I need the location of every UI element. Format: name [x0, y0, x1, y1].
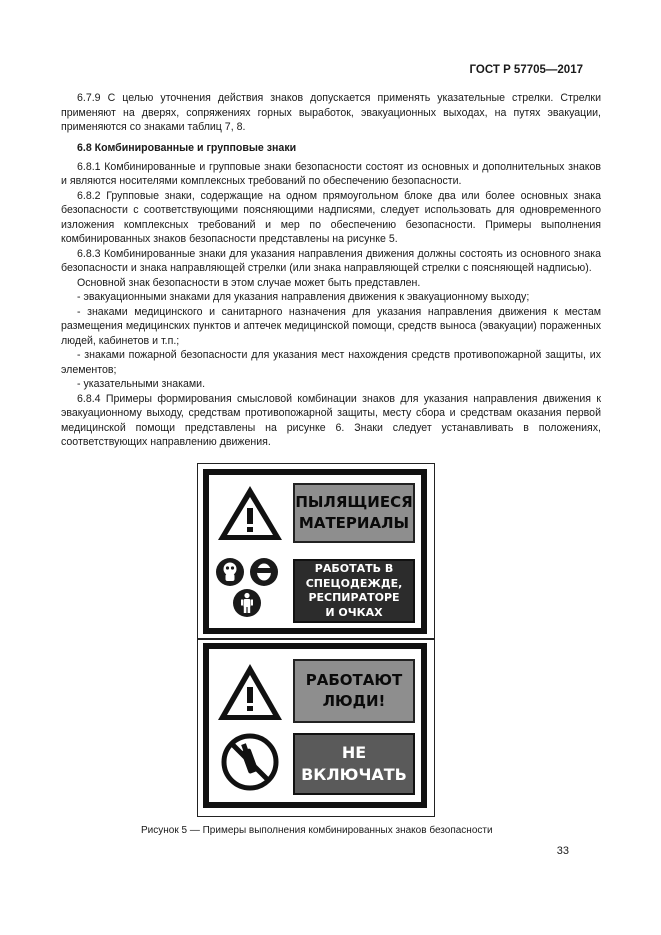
goggles-icon [249, 557, 279, 587]
paragraph-6-8-1: 6.8.1 Комбинированные и групповые знаки безопасности состоят из основных и дополнительных знаков и являются носителями комплексных требований по обеспечению безопасности. [61, 160, 601, 187]
paragraph-text: 6.7.9 С целью уточнения действия знаков допускается применять указательные стрелки. Стрелки применяют на дверях, сопряжениях горных выработок, эвакуационных выходах, на путях эвакуации, применяются со знаками таблиц 7, 8. [61, 92, 601, 133]
paragraph-6-7-9 [61, 91, 601, 135]
figure-caption: Рисунок 5 — Примеры выполнения комбинированных знаков безопасности [141, 825, 493, 836]
list-item: - знаками медицинского и санитарного назначения для указания направления движения к местам размещения медицинских пунктов и аптечек медицинской помощи, средств выноса (эвакуации) пораженных людей, кабинетов и т.п.; [61, 305, 601, 347]
protective-clothing-icon [232, 588, 262, 618]
list-item: - указательными знаками. [77, 378, 206, 390]
people-working-label: РАБОТАЮТ ЛЮДИ! [293, 659, 415, 723]
paragraph-6-8-3: 6.8.3 Комбинированные знаки для указания направления движения должны состоять из основного знака безопасности и знака направляющей стрелки (или знака направляющей стрелки с поясняющей надписью). [61, 247, 601, 274]
no-switching-on-icon [221, 733, 279, 791]
exclamation-triangle-icon [215, 661, 285, 723]
respirator-icon [215, 557, 245, 587]
dusty-materials-label: ПЫЛЯЩИЕСЯ МАТЕРИАЛЫ [293, 483, 415, 543]
ppe-instruction-label: РАБОТАТЬ В СПЕЦОДЕЖДЕ, РЕСПИРАТОРЕ И ОЧКАХ [293, 559, 415, 623]
do-not-switch-on-label: НЕ ВКЛЮЧАТЬ [293, 733, 415, 795]
section-6-8 [61, 141, 601, 450]
figure-5 [197, 463, 435, 817]
paragraph-6-8-2: 6.8.2 Групповые знаки, содержащие на одном прямоугольном блоке два или более основных знака безопасности с соответствующими поясняющими надписями, следует использовать для одновременного изложения комплексных требований и мер по обеспечению безопасности. Примеры выполнения комбинированных знаков безопасности представлены на рисунке 5. [61, 189, 601, 245]
paragraph-main-sign: Основной знак безопасности в этом случае может быть представлен. [77, 276, 421, 289]
list-item: - знаками пожарной безопасности для указания мест нахождения средств противопожарной защиты, их элементов; [61, 349, 601, 376]
sign-divider [198, 638, 434, 640]
standard-header: ГОСТ Р 57705—2017 [469, 64, 583, 76]
list-item: - эвакуационными знаками для указания направления движения к эвакуационному выходу; [77, 291, 530, 303]
combined-sign-people-working [203, 643, 427, 808]
exclamation-triangle-icon [215, 483, 285, 543]
combined-sign-dust [203, 469, 427, 634]
section-heading: 6.8 Комбинированные и групповые знаки [77, 142, 297, 154]
paragraph-6-8-4: 6.8.4 Примеры формирования смысловой комбинации знаков для указания направления движения к эвакуационному выходу, средствам противопожарной защиты, месту сбора и средствам оказания первой медицинской помощи представлены на рисунке 6. Знаки следует устанавливать в положениях, соответствующих направлению движения. [61, 392, 601, 448]
page-number: 33 [556, 845, 569, 857]
